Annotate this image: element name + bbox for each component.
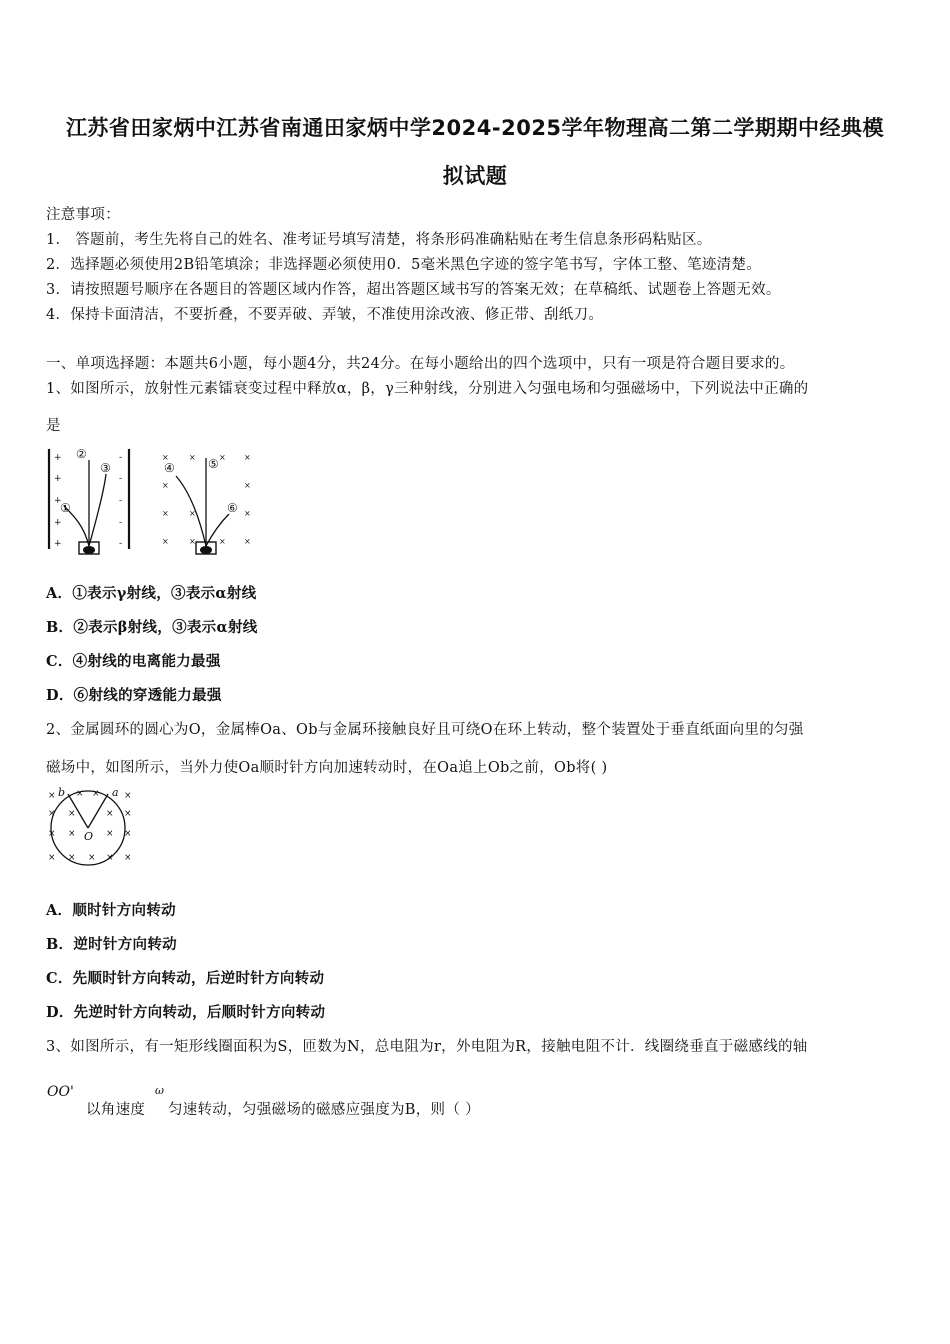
svg-text:×: ×	[106, 829, 114, 839]
svg-text:+: +	[54, 496, 62, 506]
notice-heading: 注意事项：	[46, 207, 120, 223]
svg-text:×: ×	[124, 829, 132, 839]
q1-figure-label: ⑤	[208, 457, 219, 471]
q1-figure	[44, 446, 264, 566]
q2-figure	[44, 786, 136, 868]
svg-text:×: ×	[48, 853, 56, 863]
notice-item-1: 1． 答题前，考生先将自己的姓名、准考证号填写清楚，将条形码准确粘贴在考生信息条形码粘贴区。	[46, 232, 712, 248]
q1-option-a: A．①表示γ射线，③表示α射线	[46, 585, 257, 602]
document-title-line2: 拟试题	[442, 164, 508, 188]
q2-option-a: A．顺时针方向转动	[46, 902, 176, 919]
svg-text:×: ×	[68, 809, 76, 819]
svg-text:×: ×	[48, 809, 56, 819]
q2-label-a: a	[112, 786, 119, 799]
svg-text:-: -	[119, 539, 123, 549]
svg-text:+: +	[54, 539, 62, 549]
svg-text:+: +	[54, 474, 62, 484]
svg-text:×: ×	[244, 453, 251, 462]
q2-option-d: D．先逆时针方向转动，后顺时针方向转动	[46, 1004, 326, 1021]
svg-text:×: ×	[244, 481, 251, 490]
svg-text:×: ×	[68, 829, 76, 839]
q3-axis-label: OO'	[47, 1084, 74, 1100]
svg-text:×: ×	[68, 853, 76, 863]
notice-item-2: 2．选择题必须使用2B铅笔填涂；非选择题必须使用0．5毫米黑色字迹的签字笔书写，字体工整、笔迹清楚。	[46, 257, 762, 273]
svg-text:×: ×	[244, 537, 251, 546]
svg-text:×: ×	[124, 791, 132, 801]
q3-text-line1: 3、如图所示，有一矩形线圈面积为S，匝数为N，总电阻为r，外电阻为R，接触电阻不计．线圈绕垂直于磁感线的轴	[46, 1039, 808, 1055]
svg-text:+: +	[54, 518, 62, 528]
svg-text:-: -	[119, 474, 123, 484]
q3-text-line2-a: 以角速度	[86, 1102, 146, 1118]
svg-text:×: ×	[106, 809, 114, 819]
svg-text:×: ×	[162, 537, 169, 546]
svg-text:×: ×	[189, 509, 196, 518]
q2-option-c: C．先顺时针方向转动，后逆时针方向转动	[46, 970, 325, 987]
q2-label-b: b	[58, 786, 66, 799]
svg-text:×: ×	[124, 809, 132, 819]
svg-text:×: ×	[92, 789, 100, 799]
q3-text-line2-b: 匀速转动，匀强磁场的磁感应强度为B，则（ ）	[168, 1102, 480, 1118]
svg-text:×: ×	[219, 453, 226, 462]
section1-heading: 一、单项选择题：本题共6小题，每小题4分，共24分。在每小题给出的四个选项中，只有一项是符合题目要求的。	[46, 356, 795, 372]
svg-text:+: +	[54, 453, 62, 463]
svg-text:×: ×	[48, 791, 56, 801]
svg-text:×: ×	[88, 853, 96, 863]
q3-omega-label: ω	[155, 1084, 164, 1097]
q1-option-d: D．⑥射线的穿透能力最强	[46, 687, 222, 704]
svg-text:×: ×	[244, 509, 251, 518]
document-title-line1: 江苏省田家炳中江苏省南通田家炳中学2024-2025学年物理高二第二学期期中经典模	[65, 116, 885, 140]
q1-option-b: B．②表示β射线，③表示α射线	[46, 619, 258, 636]
q2-label-o: O	[84, 830, 94, 843]
svg-text:×: ×	[162, 453, 169, 462]
svg-text:-: -	[119, 518, 123, 528]
svg-text:×: ×	[106, 853, 114, 863]
q2-option-b: B．逆时针方向转动	[46, 936, 177, 953]
q2-text-line1: 2、金属圆环的圆心为O，金属棒Oa、Ob与金属环接触良好且可绕O在环上转动，整个装置处于垂直纸面向里的匀强	[46, 722, 804, 738]
svg-text:×: ×	[219, 537, 226, 546]
q1-figure-label: ①	[60, 501, 71, 515]
notice-item-3: 3．请按照题号顺序在各题目的答题区域内作答，超出答题区域书写的答案无效；在草稿纸、试题卷上答题无效。	[46, 282, 781, 298]
svg-text:×: ×	[76, 789, 84, 799]
svg-text:×: ×	[124, 853, 132, 863]
svg-text:×: ×	[162, 481, 169, 490]
svg-text:-: -	[119, 453, 123, 463]
svg-text:×: ×	[162, 509, 169, 518]
svg-text:×: ×	[189, 537, 196, 546]
svg-text:-: -	[119, 496, 123, 506]
q2-text-line2: 磁场中，如图所示，当外力使Oa顺时针方向加速转动时，在Oa追上Ob之前，Ob将( )	[46, 760, 608, 776]
q1-option-c: C．④射线的电离能力最强	[46, 653, 221, 670]
svg-text:×: ×	[189, 453, 196, 462]
svg-text:×: ×	[48, 829, 56, 839]
q1-figure-label: ②	[76, 447, 87, 461]
q1-figure-label: ④	[164, 461, 175, 475]
q1-figure-label: ③	[100, 461, 111, 475]
q1-figure-label: ⑥	[227, 501, 238, 515]
q1-text-line2: 是	[46, 418, 61, 434]
notice-item-4: 4．保持卡面清洁，不要折叠，不要弄破、弄皱，不准使用涂改液、修正带、刮纸刀。	[46, 307, 604, 323]
q1-text-line1: 1、如图所示，放射性元素镭衰变过程中释放α，β，γ三种射线，分别进入匀强电场和匀强磁场中，下列说法中正确的	[46, 381, 809, 397]
